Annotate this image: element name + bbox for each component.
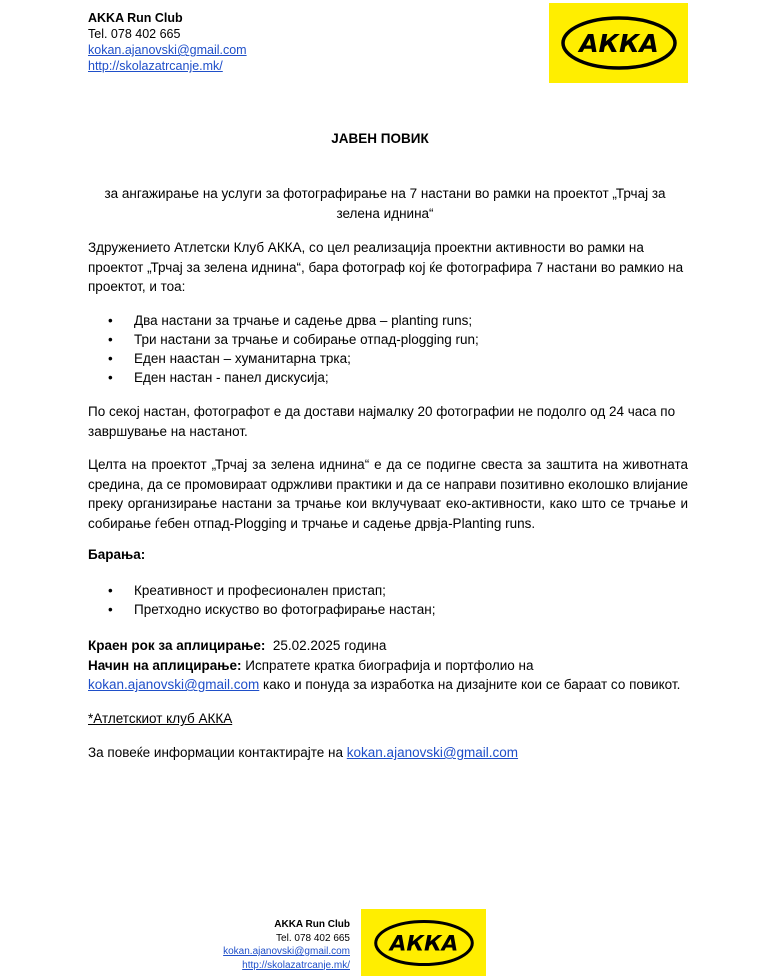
deadline-value: 25.02.2025 година: [272, 638, 387, 653]
list-item: • Претходно искуство во фотографирање настан;: [88, 600, 435, 619]
method-line-2: [88, 675, 688, 695]
header-contact: [88, 10, 247, 74]
contact-line: [88, 743, 688, 763]
footer-contact: [223, 918, 350, 972]
akka-logo-icon: [559, 14, 679, 72]
list-item: • Два настани за трчање и садење дрва – planting runs;: [88, 311, 479, 330]
header-phone: Tel. 078 402 665: [88, 27, 181, 41]
header-website-link[interactable]: http://skolazatrcanje.mk/: [88, 59, 223, 73]
akka-logo: [549, 3, 688, 83]
method-text-2: како и понуда за изработка на дизајните кои се бараат со повикот.: [263, 677, 681, 692]
intro-paragraph: Здружението Атлетски Клуб АККА, со цел реализација проектни активности во рамки на проектот „Трчај за зелена иднина“, бара фотограф кој ќе фотографира 7 настани во рамкио на проектот, и тоа:: [88, 240, 684, 294]
list-item: • Три настани за трчање и собирање отпад-plogging run;: [88, 330, 479, 349]
footer-club-name: AKKA Run Club: [274, 919, 350, 930]
delivery-paragraph: По секој настан, фотографот е да достави најмалку 20 фотографии не подолго од 24 часа по завршување на настанот.: [88, 404, 676, 439]
signature: *Атлетскиот клуб АККА: [88, 711, 233, 726]
page-title: ЈАВЕН ПОВИК: [331, 131, 429, 146]
svg-text:АККА: АККА: [389, 931, 458, 957]
header-email-link[interactable]: kokan.ajanovski@gmail.com: [88, 43, 247, 57]
requirements-heading: Барања:: [88, 547, 146, 562]
contact-text: За повеќе информации контактирајте на: [88, 745, 344, 760]
events-list: [88, 311, 479, 387]
list-item: • Еден настан - панел дискусија;: [88, 368, 479, 387]
subtitle: за ангажирање на услуги за фотографирање на 7 настани во рамки на проектот „Трчај за зелена иднина“: [104, 186, 666, 221]
method-text-1: Испратете кратка биографија и портфолио на: [245, 657, 534, 673]
deadline-line: [88, 636, 688, 656]
footer-akka-logo: [361, 909, 486, 976]
contact-email-link[interactable]: kokan.ajanovski@gmail.com: [346, 745, 519, 760]
header-club-name: AKKA Run Club: [88, 11, 183, 25]
requirements-list: [88, 581, 435, 619]
method-email-link[interactable]: kokan.ajanovski@gmail.com: [88, 677, 260, 692]
footer-phone: Tel. 078 402 665: [276, 932, 350, 944]
list-item: • Еден наастан – хуманитарна трка;: [88, 349, 479, 368]
goal-paragraph: Целта на проектот „Трчај за зелена иднина“ е да се подигне свеста за заштита на животната средина, да се промовираат одржливи практики и да се направи позитивно еколошко влијание преку организирање настани за трчање кои вклучуваат еко-активности, како што се трчање и собирање ѓебен отпад-Plogging и трчање и садење дрвја-Planting runs.: [88, 457, 688, 531]
deadline-label: Краен рок за аплицирање:: [88, 638, 266, 653]
footer-email-link[interactable]: kokan.ajanovski@gmail.com: [223, 946, 350, 957]
application-info: [88, 636, 688, 695]
svg-text:АККА: АККА: [578, 29, 659, 58]
method-label: Начин на аплицирање:: [88, 657, 242, 673]
footer-website-link[interactable]: http://skolazatrcanje.mk/: [242, 959, 350, 971]
method-line: [88, 656, 688, 676]
list-item: • Креативност и професионален пристап;: [88, 581, 435, 600]
akka-logo-icon: [369, 918, 479, 968]
